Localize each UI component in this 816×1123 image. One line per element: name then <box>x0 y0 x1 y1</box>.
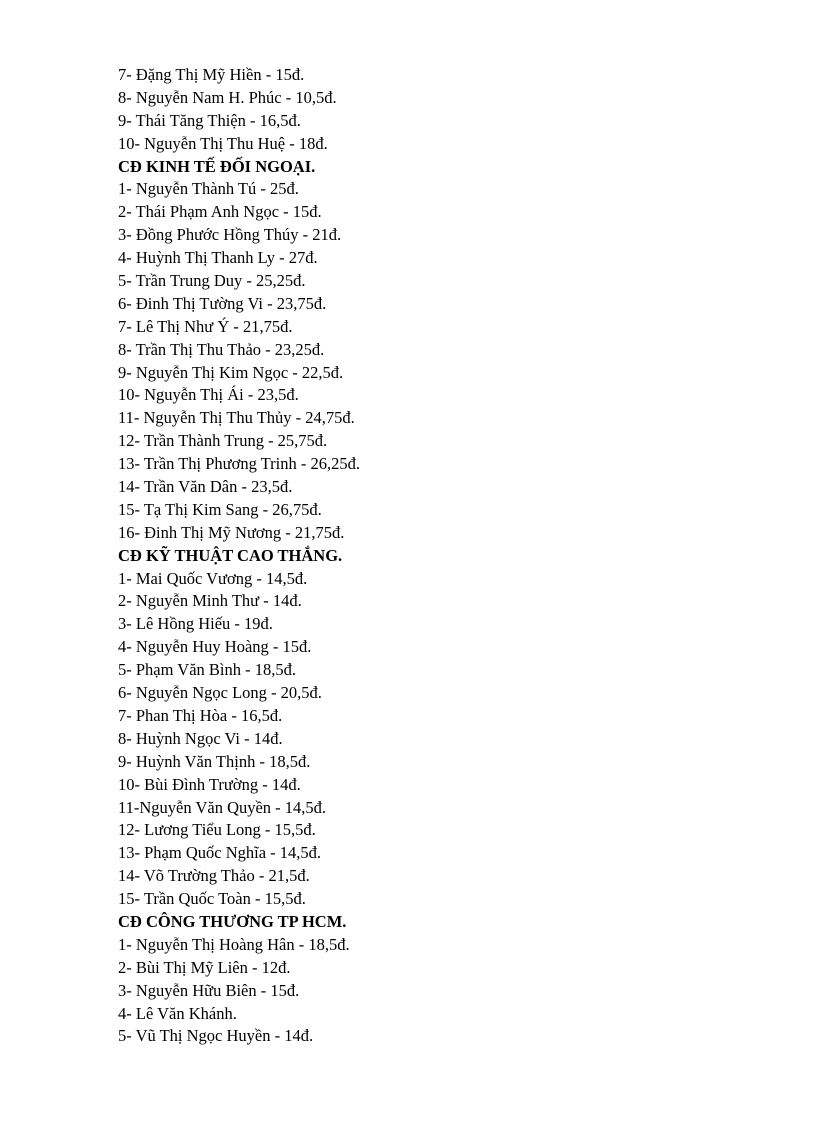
list-item: 10- Nguyễn Thị Ái - 23,5đ. <box>118 385 299 405</box>
list-item: 11-Nguyễn Văn Quyền - 14,5đ. <box>118 797 327 817</box>
list-item: 9- Nguyễn Thị Kim Ngọc - 22,5đ. <box>118 362 344 382</box>
list-item: 5- Phạm Văn Bình - 18,5đ. <box>118 660 296 680</box>
list-item: 3- Nguyễn Hữu Biên - 15đ. <box>118 980 300 1000</box>
list-item: 2- Nguyễn Minh Thư - 14đ. <box>118 591 302 611</box>
document-page <box>118 64 778 1048</box>
list-item: 9- Huỳnh Văn Thịnh - 18,5đ. <box>118 751 311 771</box>
list-item: 6- Nguyễn Ngọc Long - 20,5đ. <box>118 683 322 703</box>
list-item: 11- Nguyễn Thị Thu Thủy - 24,75đ. <box>118 408 355 428</box>
list-item: 8- Nguyễn Nam H. Phúc - 10,5đ. <box>118 87 337 107</box>
list-item: 13- Trần Thị Phương Trinh - 26,25đ. <box>118 454 360 474</box>
list-item: 10- Bùi Đình Trường - 14đ. <box>118 774 301 794</box>
list-item: 2- Bùi Thị Mỹ Liên - 12đ. <box>118 957 291 977</box>
section-heading: CĐ CÔNG THƯƠNG TP HCM. <box>118 911 347 931</box>
list-item: 12- Lương Tiểu Long - 15,5đ. <box>118 820 316 840</box>
list-item: 15- Tạ Thị Kim Sang - 26,75đ. <box>118 499 322 519</box>
list-item: 8- Trần Thị Thu Thảo - 23,25đ. <box>118 339 325 359</box>
list-item: 14- Trần Văn Dân - 23,5đ. <box>118 477 293 497</box>
list-item: 14- Võ Trường Thảo - 21,5đ. <box>118 866 310 886</box>
list-item: 12- Trần Thành Trung - 25,75đ. <box>118 431 328 451</box>
list-item: 10- Nguyễn Thị Thu Huệ - 18đ. <box>118 133 328 153</box>
section-heading: CĐ KỸ THUẬT CAO THẮNG. <box>118 545 343 565</box>
list-item: 1- Nguyễn Thị Hoàng Hân - 18,5đ. <box>118 934 350 954</box>
list-item: 5- Trần Trung Duy - 25,25đ. <box>118 271 306 291</box>
list-item: 3- Lê Hồng Hiếu - 19đ. <box>118 614 273 634</box>
list-item: 3- Đồng Phước Hồng Thúy - 21đ. <box>118 225 342 245</box>
list-item: 7- Phan Thị Hòa - 16,5đ. <box>118 705 283 725</box>
list-item: 7- Đặng Thị Mỹ Hiền - 15đ. <box>118 65 305 84</box>
list-item: 5- Vũ Thị Ngọc Huyền - 14đ. <box>118 1026 314 1046</box>
list-item: 4- Lê Văn Khánh. <box>118 1003 237 1023</box>
list-item: 15- Trần Quốc Toàn - 15,5đ. <box>118 889 306 909</box>
list-item: 4- Nguyễn Huy Hoàng - 15đ. <box>118 637 312 657</box>
list-item: 2- Thái Phạm Anh Ngọc - 15đ. <box>118 202 322 222</box>
list-item: 13- Phạm Quốc Nghĩa - 14,5đ. <box>118 843 322 863</box>
list-item: 4- Huỳnh Thị Thanh Ly - 27đ. <box>118 248 318 268</box>
section-heading: CĐ KINH TẾ ĐỐI NGOẠI. <box>118 156 316 176</box>
list-item: 6- Đinh Thị Tường Vi - 23,75đ. <box>118 293 327 313</box>
list-item: 8- Huỳnh Ngọc Vi - 14đ. <box>118 728 283 748</box>
list-item: 16- Đinh Thị Mỹ Nương - 21,75đ. <box>118 522 345 542</box>
list-item: 1- Mai Quốc Vương - 14,5đ. <box>118 568 308 588</box>
list-item: 1- Nguyễn Thành Tú - 25đ. <box>118 179 299 199</box>
list-item: 9- Thái Tăng Thiện - 16,5đ. <box>118 110 301 130</box>
list-item: 7- Lê Thị Như Ý - 21,75đ. <box>118 316 293 336</box>
